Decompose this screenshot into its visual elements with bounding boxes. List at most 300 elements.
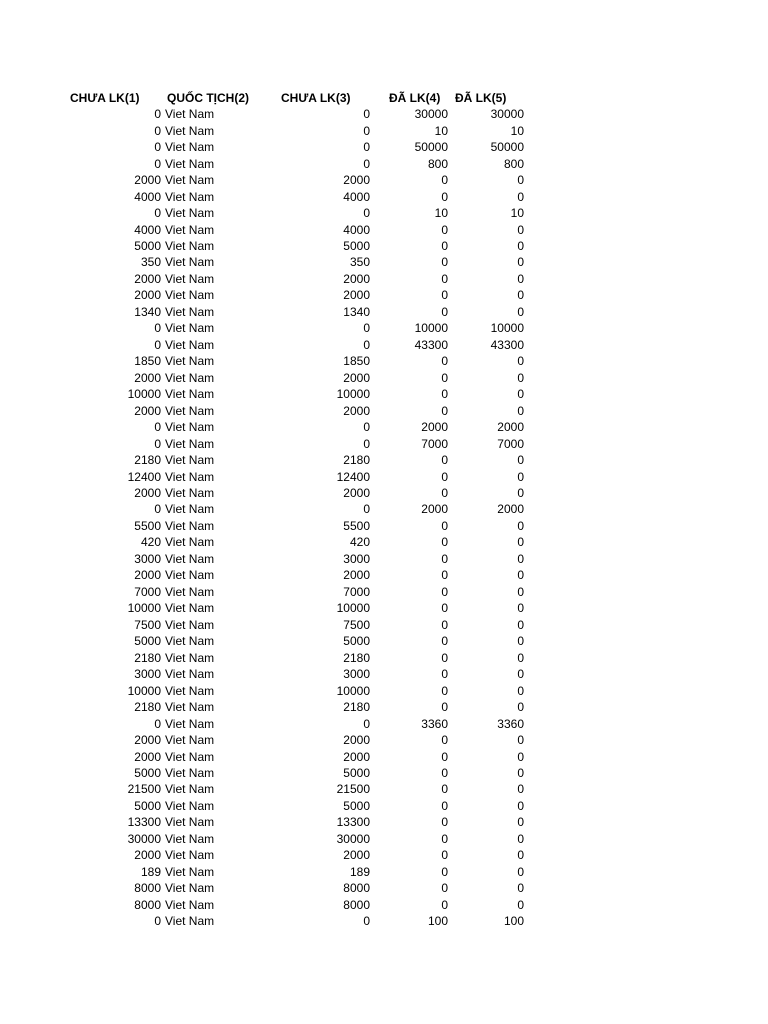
cell-da-lk-5: 0 <box>517 733 524 748</box>
cell-da-lk-4: 0 <box>441 700 448 715</box>
table-row <box>64 847 534 863</box>
cell-chua-lk-3: 10000 <box>336 601 370 616</box>
cell-chua-lk-3: 2000 <box>343 733 370 748</box>
cell-chua-lk-3: 189 <box>349 864 370 879</box>
cell-quoc-tich-2: Viet Nam <box>165 815 215 830</box>
table-row <box>64 254 534 270</box>
cell-quoc-tich-2: Viet Nam <box>165 881 215 896</box>
table-row <box>64 831 534 847</box>
cell-da-lk-4: 0 <box>441 881 448 896</box>
table-row <box>64 617 534 633</box>
cell-quoc-tich-2: Viet Nam <box>165 354 215 369</box>
table-row <box>64 584 534 600</box>
cell-quoc-tich-2: Viet Nam <box>165 288 215 303</box>
cell-da-lk-4: 0 <box>441 617 448 632</box>
cell-da-lk-5: 10000 <box>490 321 524 336</box>
table-row <box>64 765 534 781</box>
cell-da-lk-5: 800 <box>503 156 524 171</box>
cell-chua-lk-1: 1850 <box>134 354 161 369</box>
cell-da-lk-5: 0 <box>517 189 524 204</box>
cell-chua-lk-1: 12400 <box>127 469 161 484</box>
cell-chua-lk-1: 0 <box>154 716 161 731</box>
cell-quoc-tich-2: Viet Nam <box>165 782 215 797</box>
cell-chua-lk-3: 2000 <box>343 403 370 418</box>
spreadsheet-table <box>64 89 534 929</box>
cell-quoc-tich-2: Viet Nam <box>165 568 215 583</box>
cell-quoc-tich-2: Viet Nam <box>165 370 215 385</box>
cell-chua-lk-3: 3000 <box>343 667 370 682</box>
cell-chua-lk-3: 0 <box>363 107 370 122</box>
cell-da-lk-4: 0 <box>441 518 448 533</box>
cell-chua-lk-3: 5000 <box>343 765 370 780</box>
table-row <box>64 238 534 254</box>
cell-da-lk-5: 2000 <box>497 502 524 517</box>
cell-chua-lk-1: 420 <box>140 535 161 550</box>
cell-da-lk-4: 30000 <box>414 107 448 122</box>
cell-chua-lk-3: 0 <box>363 337 370 352</box>
cell-chua-lk-1: 30000 <box>127 831 161 846</box>
cell-chua-lk-1: 7500 <box>134 617 161 632</box>
header-chua-lk-1: CHƯA LK(1) <box>70 90 140 105</box>
cell-quoc-tich-2: Viet Nam <box>165 650 215 665</box>
table-row <box>64 205 534 221</box>
table-row <box>64 122 534 138</box>
cell-chua-lk-3: 10000 <box>336 387 370 402</box>
header-chua-lk-3: CHƯA LK(3) <box>281 90 351 105</box>
cell-chua-lk-1: 350 <box>140 255 161 270</box>
cell-chua-lk-3: 0 <box>363 123 370 138</box>
table-row <box>64 337 534 353</box>
cell-chua-lk-1: 5500 <box>134 518 161 533</box>
cell-da-lk-5: 0 <box>517 453 524 468</box>
cell-chua-lk-3: 2000 <box>343 848 370 863</box>
cell-da-lk-5: 3360 <box>497 716 524 731</box>
cell-da-lk-4: 10 <box>434 123 448 138</box>
cell-da-lk-5: 30000 <box>490 107 524 122</box>
cell-quoc-tich-2: Viet Nam <box>165 831 215 846</box>
cell-chua-lk-1: 10000 <box>127 601 161 616</box>
cell-quoc-tich-2: Viet Nam <box>165 518 215 533</box>
cell-da-lk-5: 0 <box>517 173 524 188</box>
cell-da-lk-4: 0 <box>441 238 448 253</box>
cell-chua-lk-1: 0 <box>154 420 161 435</box>
cell-da-lk-4: 0 <box>441 387 448 402</box>
cell-da-lk-5: 0 <box>517 765 524 780</box>
table-row <box>64 106 534 122</box>
cell-chua-lk-3: 2000 <box>343 288 370 303</box>
cell-da-lk-4: 0 <box>441 864 448 879</box>
cell-quoc-tich-2: Viet Nam <box>165 716 215 731</box>
cell-chua-lk-3: 1850 <box>343 354 370 369</box>
table-row <box>64 435 534 451</box>
cell-da-lk-4: 0 <box>441 683 448 698</box>
cell-da-lk-5: 0 <box>517 815 524 830</box>
cell-quoc-tich-2: Viet Nam <box>165 238 215 253</box>
table-row <box>64 748 534 764</box>
cell-da-lk-5: 0 <box>517 535 524 550</box>
cell-da-lk-4: 0 <box>441 222 448 237</box>
cell-chua-lk-3: 420 <box>349 535 370 550</box>
cell-quoc-tich-2: Viet Nam <box>165 749 215 764</box>
table-row <box>64 666 534 682</box>
cell-chua-lk-3: 5500 <box>343 518 370 533</box>
cell-chua-lk-3: 10000 <box>336 683 370 698</box>
table-row <box>64 699 534 715</box>
cell-chua-lk-1: 2180 <box>134 650 161 665</box>
cell-chua-lk-1: 0 <box>154 140 161 155</box>
cell-da-lk-4: 0 <box>441 370 448 385</box>
table-row <box>64 649 534 665</box>
cell-chua-lk-1: 0 <box>154 206 161 221</box>
cell-quoc-tich-2: Viet Nam <box>165 502 215 517</box>
cell-da-lk-4: 0 <box>441 765 448 780</box>
header-row <box>64 89 534 106</box>
cell-da-lk-4: 0 <box>441 568 448 583</box>
cell-da-lk-4: 0 <box>441 584 448 599</box>
cell-quoc-tich-2: Viet Nam <box>165 486 215 501</box>
cell-quoc-tich-2: Viet Nam <box>165 436 215 451</box>
cell-quoc-tich-2: Viet Nam <box>165 321 215 336</box>
cell-da-lk-4: 0 <box>441 733 448 748</box>
cell-quoc-tich-2: Viet Nam <box>165 255 215 270</box>
cell-da-lk-5: 50000 <box>490 140 524 155</box>
table-row <box>64 814 534 830</box>
cell-chua-lk-1: 2000 <box>134 173 161 188</box>
cell-da-lk-5: 10 <box>510 206 524 221</box>
cell-da-lk-5: 0 <box>517 387 524 402</box>
cell-chua-lk-3: 2000 <box>343 271 370 286</box>
cell-chua-lk-3: 30000 <box>336 831 370 846</box>
cell-chua-lk-1: 8000 <box>134 897 161 912</box>
table-row <box>64 221 534 237</box>
cell-da-lk-5: 0 <box>517 486 524 501</box>
cell-da-lk-4: 0 <box>441 469 448 484</box>
cell-chua-lk-3: 2180 <box>343 650 370 665</box>
cell-chua-lk-3: 4000 <box>343 189 370 204</box>
table-row <box>64 715 534 731</box>
table-row <box>64 353 534 369</box>
cell-da-lk-5: 0 <box>517 881 524 896</box>
table-row <box>64 633 534 649</box>
cell-da-lk-4: 0 <box>441 354 448 369</box>
cell-chua-lk-1: 5000 <box>134 798 161 813</box>
cell-da-lk-4: 0 <box>441 601 448 616</box>
cell-da-lk-4: 0 <box>441 831 448 846</box>
table-row <box>64 781 534 797</box>
cell-quoc-tich-2: Viet Nam <box>165 304 215 319</box>
cell-chua-lk-1: 2000 <box>134 749 161 764</box>
cell-da-lk-5: 0 <box>517 584 524 599</box>
cell-quoc-tich-2: Viet Nam <box>165 683 215 698</box>
cell-chua-lk-1: 13300 <box>127 815 161 830</box>
cell-quoc-tich-2: Viet Nam <box>165 733 215 748</box>
table-row <box>64 880 534 896</box>
cell-chua-lk-1: 2000 <box>134 271 161 286</box>
cell-chua-lk-1: 2000 <box>134 403 161 418</box>
cell-chua-lk-3: 0 <box>363 321 370 336</box>
cell-chua-lk-1: 0 <box>154 156 161 171</box>
cell-da-lk-5: 0 <box>517 650 524 665</box>
cell-chua-lk-3: 0 <box>363 914 370 929</box>
cell-chua-lk-3: 0 <box>363 140 370 155</box>
cell-da-lk-5: 0 <box>517 271 524 286</box>
cell-quoc-tich-2: Viet Nam <box>165 387 215 402</box>
table-row <box>64 468 534 484</box>
cell-quoc-tich-2: Viet Nam <box>165 222 215 237</box>
cell-da-lk-4: 800 <box>427 156 448 171</box>
cell-da-lk-4: 0 <box>441 650 448 665</box>
cell-chua-lk-3: 4000 <box>343 222 370 237</box>
cell-da-lk-5: 0 <box>517 304 524 319</box>
cell-chua-lk-1: 2000 <box>134 568 161 583</box>
cell-chua-lk-1: 21500 <box>127 782 161 797</box>
header-da-lk-5: ĐÃ LK(5) <box>455 90 507 105</box>
table-row <box>64 419 534 435</box>
cell-quoc-tich-2: Viet Nam <box>165 584 215 599</box>
cell-da-lk-4: 0 <box>441 486 448 501</box>
cell-chua-lk-1: 0 <box>154 123 161 138</box>
table-row <box>64 485 534 501</box>
cell-da-lk-4: 100 <box>427 914 448 929</box>
cell-da-lk-5: 0 <box>517 370 524 385</box>
cell-da-lk-5: 0 <box>517 683 524 698</box>
cell-da-lk-5: 0 <box>517 354 524 369</box>
cell-chua-lk-3: 0 <box>363 502 370 517</box>
cell-chua-lk-3: 3000 <box>343 551 370 566</box>
cell-quoc-tich-2: Viet Nam <box>165 634 215 649</box>
cell-da-lk-4: 0 <box>441 749 448 764</box>
cell-da-lk-5: 0 <box>517 700 524 715</box>
cell-da-lk-4: 10 <box>434 206 448 221</box>
table-body <box>64 106 534 929</box>
cell-chua-lk-3: 2180 <box>343 453 370 468</box>
cell-quoc-tich-2: Viet Nam <box>165 206 215 221</box>
cell-quoc-tich-2: Viet Nam <box>165 848 215 863</box>
table-row <box>64 287 534 303</box>
cell-chua-lk-1: 3000 <box>134 551 161 566</box>
cell-da-lk-4: 0 <box>441 634 448 649</box>
cell-da-lk-4: 0 <box>441 798 448 813</box>
cell-da-lk-4: 10000 <box>414 321 448 336</box>
cell-chua-lk-1: 2000 <box>134 733 161 748</box>
cell-chua-lk-3: 21500 <box>336 782 370 797</box>
cell-chua-lk-1: 2000 <box>134 848 161 863</box>
cell-chua-lk-3: 350 <box>349 255 370 270</box>
cell-chua-lk-1: 7000 <box>134 584 161 599</box>
table-row <box>64 402 534 418</box>
cell-quoc-tich-2: Viet Nam <box>165 140 215 155</box>
cell-chua-lk-3: 12400 <box>336 469 370 484</box>
cell-da-lk-5: 0 <box>517 864 524 879</box>
cell-chua-lk-3: 1340 <box>343 304 370 319</box>
cell-da-lk-5: 0 <box>517 798 524 813</box>
cell-quoc-tich-2: Viet Nam <box>165 469 215 484</box>
cell-da-lk-5: 0 <box>517 222 524 237</box>
cell-quoc-tich-2: Viet Nam <box>165 914 215 929</box>
table-row <box>64 551 534 567</box>
table-row <box>64 386 534 402</box>
cell-da-lk-5: 0 <box>517 601 524 616</box>
cell-quoc-tich-2: Viet Nam <box>165 765 215 780</box>
cell-da-lk-4: 0 <box>441 667 448 682</box>
cell-chua-lk-1: 2180 <box>134 700 161 715</box>
cell-da-lk-5: 10 <box>510 123 524 138</box>
cell-chua-lk-1: 10000 <box>127 387 161 402</box>
cell-da-lk-4: 0 <box>441 815 448 830</box>
table-row <box>64 370 534 386</box>
cell-chua-lk-3: 0 <box>363 716 370 731</box>
cell-quoc-tich-2: Viet Nam <box>165 700 215 715</box>
cell-chua-lk-3: 2180 <box>343 700 370 715</box>
cell-da-lk-4: 0 <box>441 453 448 468</box>
cell-da-lk-4: 0 <box>441 897 448 912</box>
cell-chua-lk-3: 2000 <box>343 370 370 385</box>
cell-chua-lk-1: 0 <box>154 436 161 451</box>
cell-quoc-tich-2: Viet Nam <box>165 667 215 682</box>
cell-chua-lk-3: 5000 <box>343 238 370 253</box>
cell-quoc-tich-2: Viet Nam <box>165 189 215 204</box>
cell-quoc-tich-2: Viet Nam <box>165 403 215 418</box>
cell-chua-lk-3: 0 <box>363 436 370 451</box>
cell-da-lk-5: 0 <box>517 782 524 797</box>
table-row <box>64 501 534 517</box>
cell-da-lk-4: 0 <box>441 403 448 418</box>
cell-chua-lk-1: 2000 <box>134 288 161 303</box>
cell-da-lk-4: 2000 <box>421 502 448 517</box>
table-row <box>64 518 534 534</box>
cell-quoc-tich-2: Viet Nam <box>165 156 215 171</box>
table-row <box>64 172 534 188</box>
cell-da-lk-5: 7000 <box>497 436 524 451</box>
cell-chua-lk-3: 0 <box>363 206 370 221</box>
cell-da-lk-4: 0 <box>441 535 448 550</box>
cell-quoc-tich-2: Viet Nam <box>165 337 215 352</box>
cell-da-lk-4: 0 <box>441 848 448 863</box>
table-row <box>64 732 534 748</box>
cell-chua-lk-1: 2000 <box>134 486 161 501</box>
cell-chua-lk-1: 10000 <box>127 683 161 698</box>
header-da-lk-4: ĐÃ LK(4) <box>389 90 441 105</box>
cell-da-lk-4: 0 <box>441 271 448 286</box>
cell-da-lk-5: 2000 <box>497 420 524 435</box>
table-row <box>64 320 534 336</box>
cell-da-lk-5: 0 <box>517 238 524 253</box>
cell-chua-lk-1: 0 <box>154 337 161 352</box>
cell-da-lk-5: 0 <box>517 551 524 566</box>
cell-chua-lk-3: 5000 <box>343 634 370 649</box>
cell-quoc-tich-2: Viet Nam <box>165 617 215 632</box>
table-row <box>64 534 534 550</box>
cell-chua-lk-3: 0 <box>363 420 370 435</box>
cell-da-lk-4: 0 <box>441 782 448 797</box>
cell-chua-lk-1: 0 <box>154 107 161 122</box>
cell-da-lk-5: 0 <box>517 848 524 863</box>
cell-da-lk-4: 0 <box>441 255 448 270</box>
cell-quoc-tich-2: Viet Nam <box>165 107 215 122</box>
cell-da-lk-5: 0 <box>517 667 524 682</box>
table-row <box>64 600 534 616</box>
table-row <box>64 913 534 929</box>
cell-da-lk-5: 0 <box>517 403 524 418</box>
cell-chua-lk-1: 2180 <box>134 453 161 468</box>
table-row <box>64 139 534 155</box>
cell-chua-lk-1: 5000 <box>134 238 161 253</box>
cell-da-lk-4: 50000 <box>414 140 448 155</box>
cell-chua-lk-3: 0 <box>363 156 370 171</box>
table-row <box>64 155 534 171</box>
cell-da-lk-5: 0 <box>517 288 524 303</box>
cell-da-lk-5: 0 <box>517 617 524 632</box>
cell-da-lk-5: 100 <box>503 914 524 929</box>
cell-chua-lk-3: 13300 <box>336 815 370 830</box>
cell-quoc-tich-2: Viet Nam <box>165 897 215 912</box>
table-row <box>64 304 534 320</box>
cell-chua-lk-1: 4000 <box>134 222 161 237</box>
cell-chua-lk-1: 5000 <box>134 634 161 649</box>
cell-chua-lk-1: 0 <box>154 321 161 336</box>
cell-chua-lk-1: 8000 <box>134 881 161 896</box>
cell-quoc-tich-2: Viet Nam <box>165 798 215 813</box>
cell-da-lk-5: 0 <box>517 831 524 846</box>
cell-da-lk-4: 2000 <box>421 420 448 435</box>
cell-da-lk-4: 43300 <box>414 337 448 352</box>
cell-da-lk-5: 0 <box>517 518 524 533</box>
cell-chua-lk-3: 8000 <box>343 897 370 912</box>
cell-da-lk-4: 3360 <box>421 716 448 731</box>
cell-quoc-tich-2: Viet Nam <box>165 453 215 468</box>
cell-chua-lk-1: 2000 <box>134 370 161 385</box>
cell-chua-lk-1: 3000 <box>134 667 161 682</box>
cell-quoc-tich-2: Viet Nam <box>165 601 215 616</box>
cell-chua-lk-1: 4000 <box>134 189 161 204</box>
cell-quoc-tich-2: Viet Nam <box>165 535 215 550</box>
table-row <box>64 798 534 814</box>
cell-da-lk-5: 0 <box>517 568 524 583</box>
table-row <box>64 897 534 913</box>
cell-chua-lk-3: 7000 <box>343 584 370 599</box>
cell-chua-lk-3: 2000 <box>343 486 370 501</box>
cell-chua-lk-3: 8000 <box>343 881 370 896</box>
table-row <box>64 271 534 287</box>
cell-da-lk-4: 0 <box>441 288 448 303</box>
cell-chua-lk-3: 2000 <box>343 749 370 764</box>
cell-quoc-tich-2: Viet Nam <box>165 864 215 879</box>
table-row <box>64 452 534 468</box>
cell-chua-lk-3: 2000 <box>343 568 370 583</box>
cell-chua-lk-3: 2000 <box>343 173 370 188</box>
cell-da-lk-4: 0 <box>441 551 448 566</box>
cell-chua-lk-3: 5000 <box>343 798 370 813</box>
cell-chua-lk-1: 5000 <box>134 765 161 780</box>
cell-chua-lk-1: 0 <box>154 914 161 929</box>
cell-quoc-tich-2: Viet Nam <box>165 123 215 138</box>
cell-chua-lk-3: 7500 <box>343 617 370 632</box>
table-row <box>64 188 534 204</box>
cell-chua-lk-1: 1340 <box>134 304 161 319</box>
table-row <box>64 682 534 698</box>
cell-da-lk-5: 0 <box>517 749 524 764</box>
cell-quoc-tich-2: Viet Nam <box>165 271 215 286</box>
cell-quoc-tich-2: Viet Nam <box>165 420 215 435</box>
cell-da-lk-5: 0 <box>517 469 524 484</box>
cell-quoc-tich-2: Viet Nam <box>165 173 215 188</box>
table-row <box>64 567 534 583</box>
cell-da-lk-5: 0 <box>517 634 524 649</box>
cell-da-lk-4: 0 <box>441 304 448 319</box>
cell-quoc-tich-2: Viet Nam <box>165 551 215 566</box>
cell-chua-lk-1: 189 <box>140 864 161 879</box>
table-row <box>64 864 534 880</box>
